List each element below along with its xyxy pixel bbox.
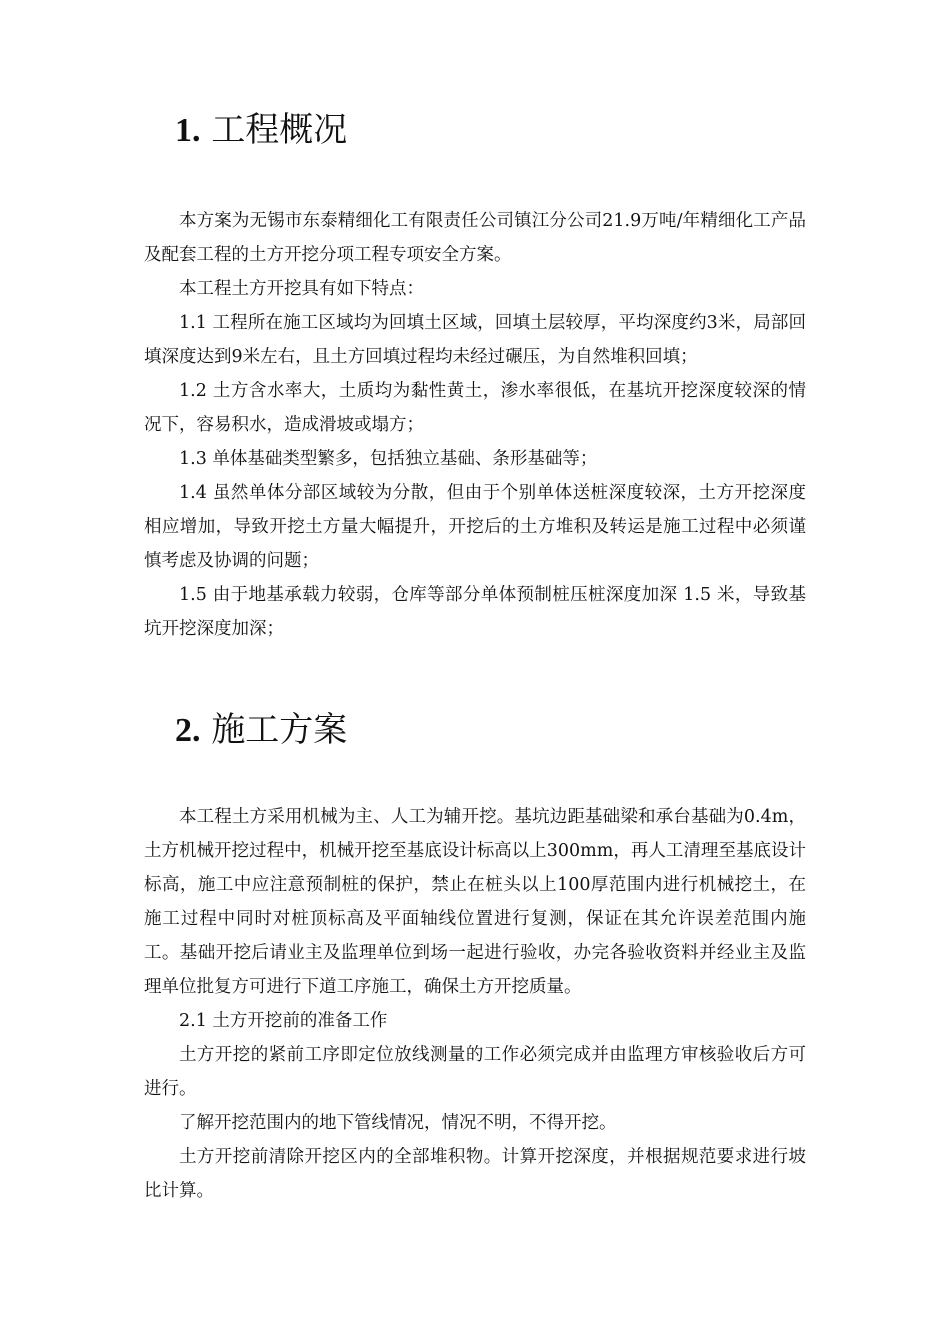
- subsection-heading: 2.1 土方开挖前的准备工作: [179, 1011, 388, 1031]
- paragraph: 本方案为无锡市东泰精细化工有限责任公司镇江分公司21.9万吨/年精细化工产品及配套工程的土方开挖分项工程专项安全方案。: [144, 211, 806, 265]
- paragraph: 本工程土方开挖具有如下特点：: [179, 279, 424, 299]
- list-item: 1.5 由于地基承载力较弱，仓库等部分单体预制桩压桩深度加深 1.5 米，导致基坑开挖深度加深；: [144, 585, 806, 639]
- paragraph: 土方开挖的紧前工序即定位放线测量的工作必须完成并由监理方审核验收后方可进行。: [144, 1045, 806, 1099]
- paragraph: 本工程土方采用机械为主、人工为辅开挖。基坑边距基础梁和承台基础为0.4m，土方机械开挖过程中，机械开挖至基底设计标高以上300mm，再人工清理至基底设计标高，施工中应注意预制桩的保护，禁止在桩头以上100厚范围内进行机械挖土，在施工过程中同时对桩顶标高及平面轴线位置进行复测，保证在其允许误差范围内施工。基础开挖后请业主及监理单位到场一起进行验收，办完各验收资料并经业主及监理单位批复方可进行下道工序施工，确保土方开挖质量。: [144, 807, 806, 997]
- list-item: 1.1 工程所在施工区域均为回填土区域，回填土层较厚，平均深度约3米，局部回填深度达到9米左右，且土方回填过程均未经过碾压，为自然堆积回填；: [144, 313, 806, 367]
- section-number: 1.: [175, 112, 201, 149]
- list-item: 1.3 单体基础类型繁多，包括独立基础、条形基础等；: [179, 449, 598, 469]
- section-body-construction-plan: [144, 800, 806, 1208]
- section-title: 工程概况: [211, 110, 348, 150]
- paragraph: 了解开挖范围内的地下管线情况，情况不明，不得开挖。: [179, 1113, 617, 1133]
- section-number: 2.: [175, 712, 201, 749]
- list-item: 1.2 土方含水率大，土质均为黏性黄土，渗水率很低，在基坑开挖深度较深的情况下，容易积水，造成滑坡或塌方；: [144, 381, 806, 435]
- list-item: 1.4 虽然单体分部区域较为分散，但由于个别单体送桩深度较深，土方开挖深度相应增加，导致开挖土方量大幅提升，开挖后的土方堆积及转运是施工过程中必须谨慎考虑及协调的问题；: [144, 483, 806, 571]
- section-heading-construction-plan: [175, 710, 347, 751]
- section-title: 施工方案: [211, 710, 348, 750]
- section-heading-overview: [175, 110, 347, 151]
- paragraph: 土方开挖前清除开挖区内的全部堆积物。计算开挖深度，并根据规范要求进行坡比计算。: [144, 1147, 806, 1201]
- section-body-overview: [144, 204, 806, 646]
